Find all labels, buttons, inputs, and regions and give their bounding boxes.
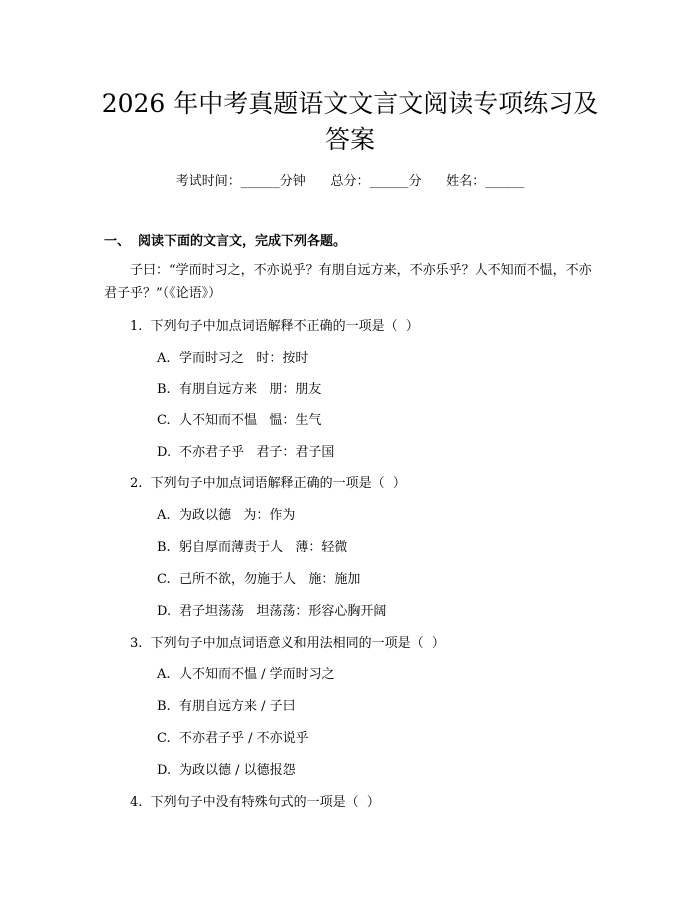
exam-info-line: 考试时间：______分钟 总分：______分 姓名：______ [175, 174, 525, 189]
question-1-option-d [157, 441, 334, 460]
option-text: 君子坦荡荡 坦荡荡：形容心胸开阔 [179, 604, 387, 619]
question-3-stem: 3. 下列句子中加点词语意义和用法相同的一项是（ ） [130, 636, 445, 651]
question-2-stem: 2. 下列句子中加点词语解释正确的一项是（ ） [130, 476, 406, 491]
question-1-option-c [157, 409, 321, 428]
question-3-option-a [157, 663, 335, 682]
question-3-option-c [157, 727, 309, 746]
option-letter: D. [157, 445, 172, 460]
document-title [90, 86, 610, 158]
question-2-option-d [157, 600, 386, 619]
option-letter: B. [157, 699, 171, 714]
option-text: 学而时习之 时：按时 [179, 351, 309, 366]
option-letter: D. [157, 763, 172, 778]
option-letter: A. [157, 667, 171, 682]
title-line-2: 答案 [324, 125, 375, 154]
section-number: 一、 [104, 234, 131, 249]
option-text: 有朋自远方来 朋：朋友 [179, 382, 322, 397]
question-2-option-b [157, 536, 347, 555]
option-text: 不亦君子乎 / 不亦说乎 [179, 731, 309, 746]
option-text: 有朋自远方来 / 子曰 [179, 699, 296, 714]
option-text: 为政以德 / 以德报怨 [179, 763, 296, 778]
option-text: 躬自厚而薄责于人 薄：轻微 [179, 540, 348, 555]
question-1-option-b [157, 378, 321, 397]
option-text: 为政以德 为：作为 [179, 508, 296, 523]
question-3-option-b [157, 695, 296, 714]
question-1-stem: 1. 下列句子中加点词语解释不正确的一项是（ ） [130, 319, 419, 334]
question-2-option-c [157, 568, 360, 587]
question-4-stem: 4. 下列句子中没有特殊句式的一项是（ ） [130, 795, 380, 810]
question-3-option-d [157, 759, 296, 778]
option-letter: A. [157, 351, 171, 366]
option-letter: C. [157, 572, 171, 587]
option-letter: C. [157, 413, 171, 428]
section-heading-text: 阅读下面的文言文，完成下列各题。 [138, 234, 347, 249]
option-text: 人不知而不愠 愠：生气 [179, 413, 322, 428]
section-heading [104, 230, 346, 249]
option-letter: A. [157, 508, 171, 523]
title-line-1: 2026 年中考真题语文文言文阅读专项练习及 [101, 89, 599, 118]
option-text: 己所不欲，勿施于人 施：施加 [179, 572, 361, 587]
option-text: 人不知而不愠 / 学而时习之 [179, 667, 335, 682]
question-2-option-a [157, 504, 295, 523]
question-1-option-a [157, 347, 308, 366]
option-letter: B. [157, 382, 171, 397]
option-letter: C. [157, 731, 171, 746]
option-letter: B. [157, 540, 171, 555]
classical-passage: 子曰：“学而时习之，不亦说乎？有朋自远方来，不亦乐乎？人不知而不愠，不亦君子乎？”（《论语》） [104, 263, 592, 301]
option-text: 不亦君子乎 君子：君子国 [179, 445, 335, 460]
option-letter: D. [157, 604, 172, 619]
